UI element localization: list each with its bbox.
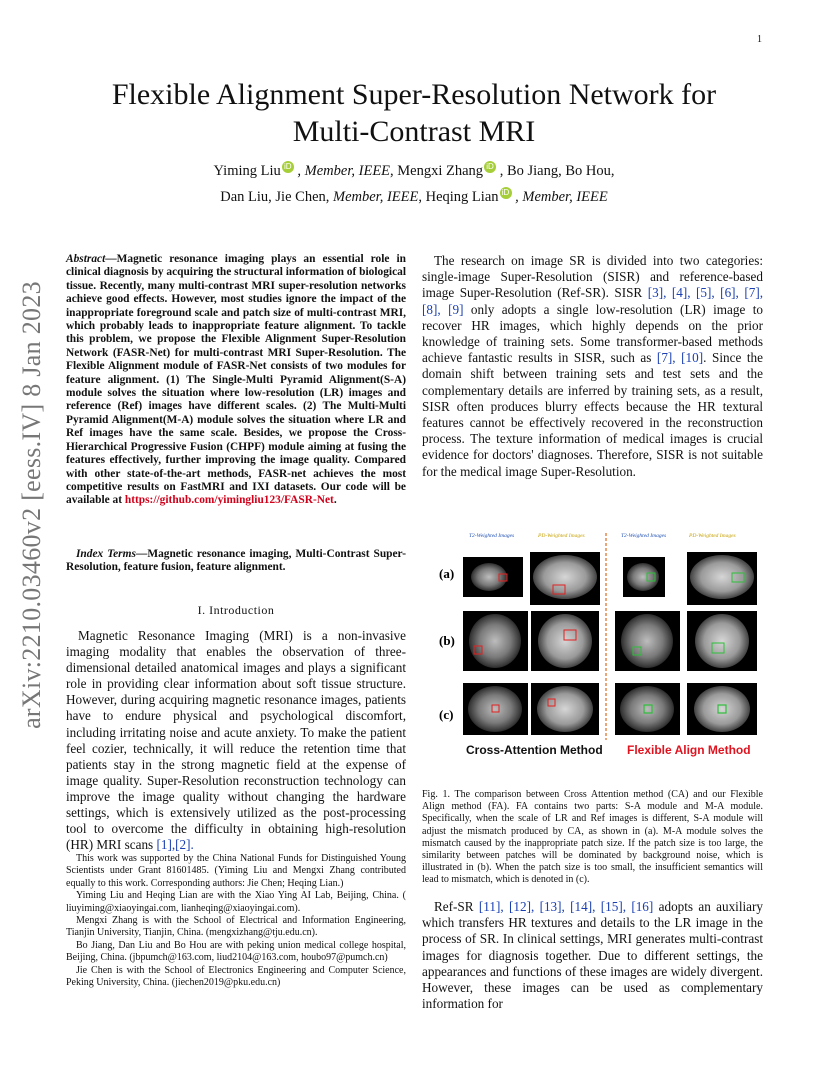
page-number: 1 [757,34,762,45]
row-c-left-t2 [463,683,528,735]
author-affil: Member, IEEE [329,189,419,205]
row-a-left-t2 [463,557,523,597]
row-b-right-t2 [615,611,680,671]
right-paragraph-1 [422,253,763,480]
paper-title [60,76,768,150]
footnote: This work was supported by the China National Funds for Distinguished Young Scientists under Grant 81601485. (Yiming Liu and Mengxi Zhang contributed equally to this work. Corresponding authors: Jie Chen; Heqing Lian.) [66,853,406,889]
citation-link[interactable]: [7], [10] [656,350,704,366]
citation-link[interactable]: [11], [12], [13], [14], [15], [16] [478,899,654,914]
t2-label-right: T2-Weighted Images [621,533,667,539]
row-c-right-pd [687,683,757,735]
title-line-1: Flexible Alignment Super-Resolution Network for [111,78,717,111]
citation-link[interactable]: [1],[2]. [156,837,194,853]
index-terms [66,548,406,575]
intro-text: Magnetic Resonance Imaging (MRI) is a non-invasive imaging modality that enables the observation of three-dimensional detailed anatomical images and plays a significant role in providing clear information about soft tissue structure. However, during acquiring magnetic resonance images, patients have to endure physical and psychological discomfort, including irritating noise and acute anxiety. To make the patient feel cozier, technically, it will reduce the retention time that patients stay in the strong magnetic field at the expense of image quality. Super-Resolution reconstruction technology can improve the image quality without changing the hardware settings, which is extensively utilized as the post-processing tool to overcome the difficulty in obtaining high-resolution (HR) MRI scans [66,628,406,853]
pd-label-right: PD-Weighted Images [689,533,736,539]
title-line-2: Multi-Contrast MRI [292,115,536,148]
arxiv-id-text: arXiv:2210.03460v2 [eess.IV] 8 Jan 2023 [17,281,46,729]
arxiv-identifier [12,240,52,770]
flexible-align-label: Flexible Align Method [627,743,751,757]
author-affil: , Member, IEEE [515,189,608,205]
intro-paragraph [66,628,406,853]
footnote: Bo Jiang, Dan Liu and Bo Hou are with peking union medical college hospital, Beijing, China. (jbpumch@163.com, liud2104@163.com, houbo97@pumch.cn) [66,939,406,964]
paragraph-text: Ref-SR [434,899,479,914]
index-terms-text: —Magnetic resonance imaging, Multi-Contrast Super-Resolution, feature fusion, feature alignment. [66,548,406,574]
footnote: Jie Chen is with the School of Electronics Engineering and Computer Science, Peking University, China. (jiechen2019@pku.edu.cn) [66,964,406,989]
paragraph-text: only adopts a single low-resolution (LR) image to recover HR images, which highly depends on the prior knowledge of training sets. Some transformer-based methods achieve fantastic results in SISR, such as [422,301,763,366]
section-heading: I. Introduction [197,603,275,617]
row-c-left-pd [531,683,599,735]
row-a-right-t2 [623,557,665,597]
footnotes [66,853,406,989]
author-name: Bo Jiang, Bo Hou, [506,163,615,179]
orcid-icon[interactable]: iD [282,161,294,173]
paragraph-text: adopts an auxiliary which transfers HR textures and details to the LR image in the process of SR. In clinical settings, MRI generates multi-contrast images for diagnosis together. Due to different settings, the appearances and functions of these images are widely divergent. However, these images can be used as complementary information for [422,899,764,1012]
paragraph-text: The research on image SR is divided into two categories: single-image Super-Resolution (SISR) and reference-based image Super-Resolution (Ref-SR). SISR [422,253,763,301]
author-affil: , Member, IEEE [297,163,391,179]
author-name: Mengxi Zhang [397,163,484,179]
index-terms-label: Index Terms [76,548,136,560]
footnote: Yiming Liu and Heqing Lian are with the Xiao Ying AI Lab, Beijing, China. ( liuyiming@xiaoyingai.com, lianheqing@xiaoyingai.com). [66,890,406,914]
code-link[interactable]: https://github.com/yimingliu123/FASR-Net [124,494,334,507]
row-b-left-pd [531,611,599,671]
row-label-a: (a) [439,566,455,581]
figure-1 [425,525,765,765]
author-line-1: Yiming Liu iD , Member, IEEE, Mengxi Zhang iD , Bo Jiang, Bo Hou, [213,162,615,179]
abstract: Abstract—Magnetic resonance imaging plays an essential role in clinical diagnosis by acquiring the structural information of biological tissue. Recently, many multi-contrast MRI super-resolution networks achieve good effects. However, most studies ignore the impact of the inappropriate foreground scale and patch size of multi-contrast MRI, which probably leads to inappropriate feature alignment. To tackle this problem, we propose the Flexible Alignment Super-Resolution Network (FASR-Net) for multi-contrast MRI Super-Resolution. The Flexible Alignment module of FASR-Net consists of two modules for feature alignment. (1) The Single-Multi Pyramid Alignment(S-A) module solves the situation where low-resolution (LR) images and reference (Ref) images have different scales. (2) The Multi-Multi Pyramid Alignment(M-A) module solves the situation where LR and Ref images have the same scale. Besides, we propose the Cross-Hierarchical Progressive Fusion (CHPF) module aiming at fusing the features effectively, further improving the image quality. Compared with other state-of-the-art methods, FASR-net achieves the most competitive results on FastMRI and IXI datasets. Our code will be available at https://github.com/yimingliu123/FASR-Net. [66,253,406,507]
row-b-left-t2 [463,611,528,671]
author-line-2: Dan Liu, Jie Chen, Member, IEEE, Heqing Lian iD , Member, IEEE [220,188,608,205]
cross-attention-label: Cross-Attention Method [466,743,603,757]
orcid-icon[interactable]: iD [500,187,512,199]
row-b-right-pd [687,611,757,671]
figure-caption: Fig. 1. The comparison between Cross Attention method (CA) and our Flexible Align method (FA). FA contains two parts: S-A module and M-A module. Specifically, when the scale of LR and Ref images is different, S-A module will adjust the mismatch produced by CA, as shown in (a). M-A module solves the mismatch caused by the inappropriate patch size. If the patch size is too large, the similarity between patches will be dominated by background noise, which is illustrated in (b). When the patch size is too small, the insufficient semantics will lead to mismatch, which is denoted in (c). [422,789,763,886]
orcid-icon[interactable]: iD [484,161,496,173]
author-name: Dan Liu, Jie Chen, [220,189,330,205]
t2-label-left: T2-Weighted Images [469,533,515,539]
right-paragraph-2 [422,899,763,1012]
author-list [60,158,768,210]
abstract-text: —Magnetic resonance imaging plays an essential role in clinical diagnosis by acquiring the structural information of biological tissue. Recently, many multi-contrast MRI super-resolution networks achieve good effects. However, most studies ignore the impact of the inappropriate foreground scale and patch size of multi-contrast MRI, which probably leads to inappropriate feature alignment. To tackle this problem, we propose the Flexible Alignment Super-Resolution Network (FASR-Net) for multi-contrast MRI Super-Resolution. The Flexible Alignment module of FASR-Net consists of two modules for feature alignment. (1) The Single-Multi Pyramid Alignment(S-A) module solves the situation where low-resolution (LR) images and reference (Ref) images have different scales. (2) The Multi-Multi Pyramid Alignment(M-A) module solves the situation where LR and Ref images have the same scale. Besides, we propose the Cross-Hierarchical Progressive Fusion (CHPF) module aiming at fusing the features effectively, further improving the image quality. Compared with other state-of-the-art methods, FASR-net achieves the most competitive results on FastMRI and IXI datasets. Our code will be available at [66,253,406,507]
author-name: Yiming Liu [213,163,281,179]
citation-link[interactable]: [3], [4], [5], [6], [7], [8], [9] [422,285,764,317]
row-a-left-pd [530,552,600,605]
footnote: Mengxi Zhang is with the School of Electrical and Information Engineering, Tianjin University, Tianjin, China. (mengxizhang@tju.edu.cn). [66,915,406,939]
row-c-right-t2 [615,683,680,735]
pd-label-left: PD-Weighted Images [538,533,585,539]
row-a-right-pd [687,552,757,605]
paragraph-text: . Since the domain shift between training sets and test sets and the complementary details are inferred by training sets, as a result, SISR often produces blurry effects because the HR textural features cannot be effectively recovered in the reconstruction process. The texture information of medical images is crucial evidence for doctors' diagnoses. Therefore, SISR is not suitable for the medical image Super-Resolution. [422,350,763,479]
abstract-label: Abstract [66,253,106,265]
row-label-b: (b) [439,633,455,648]
row-label-c: (c) [439,707,454,722]
author-name: Heqing Lian [425,189,499,205]
